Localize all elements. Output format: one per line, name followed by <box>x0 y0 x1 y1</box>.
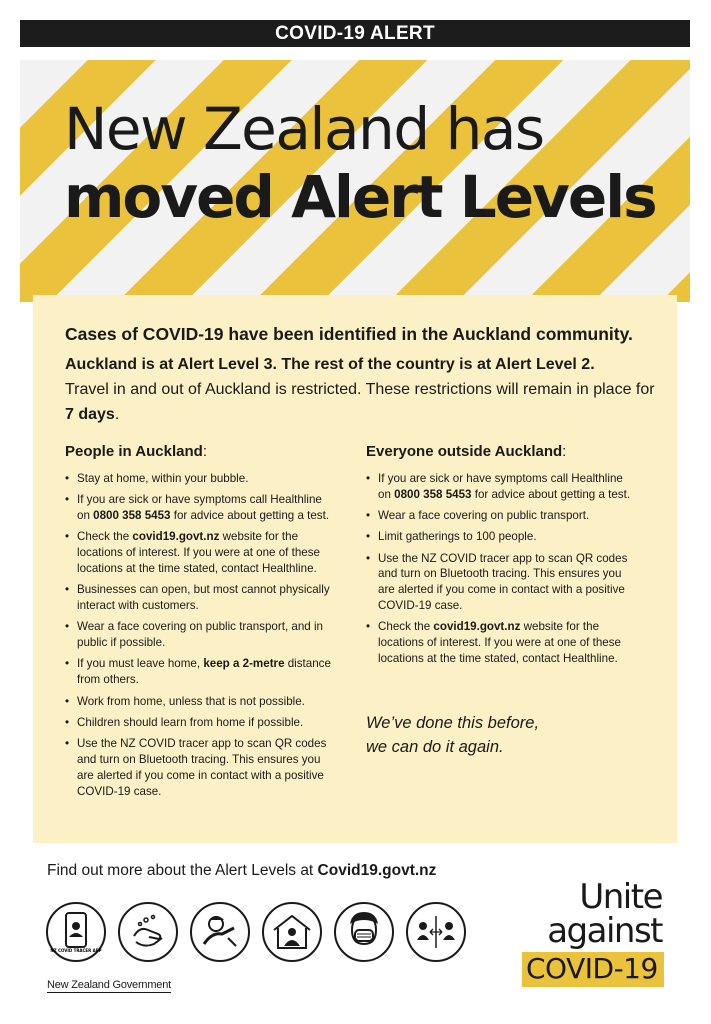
title-line-1: New Zealand has <box>64 95 544 163</box>
hero-banner <box>20 60 690 302</box>
face-covering-icon <box>334 902 394 962</box>
covid-tracer-app-icon <box>46 902 106 962</box>
logo-line-1: Unite <box>579 877 662 917</box>
list-item: • If you are sick or have symptoms call Healthline on 0800 358 5453 for advice about getting a test. <box>65 492 335 524</box>
closing-message <box>366 711 636 759</box>
footer-text <box>47 862 436 880</box>
intro-headline: Cases of COVID-19 have been identified in the Auckland community. <box>65 324 633 344</box>
outside-auckland-list <box>366 471 638 667</box>
travel-restriction-text: Travel in and out of Auckland is restricted. These restrictions will remain in place for <box>65 381 655 398</box>
alert-banner: COVID-19 ALERT <box>20 20 690 47</box>
period: . <box>114 406 120 423</box>
website-link: covid19.govt.nz <box>132 530 220 544</box>
info-panel <box>33 295 677 843</box>
closing-line-1: We’ve done this before, <box>366 714 540 732</box>
list-item: • Check the covid19.govt.nz website for the locations of interest. If you were at one of these locations at the time stated, contact Healthline. <box>366 619 638 666</box>
government-logo: New Zealand Government <box>47 979 171 991</box>
outside-auckland-heading: Everyone outside Auckland: <box>366 443 567 460</box>
stay-home-icon <box>262 902 322 962</box>
cough-into-elbow-icon <box>190 902 250 962</box>
list-item: • Children should learn from home if possible. <box>65 715 335 731</box>
list-item: • If you must leave home, keep a 2-metre distance from others. <box>65 656 335 688</box>
footer-prefix: Find out more about the Alert Levels at <box>47 862 318 879</box>
page-title <box>64 95 656 231</box>
auckland-heading: People in Auckland: <box>65 443 207 460</box>
svg-text:NZ COVID TRACER APP: NZ COVID TRACER APP <box>50 948 102 953</box>
logo-line-2: against <box>547 911 662 951</box>
auckland-heading-text: People in Auckland <box>65 443 203 460</box>
outside-heading-text: Everyone outside Auckland <box>366 443 563 460</box>
website-link: covid19.govt.nz <box>433 620 521 634</box>
list-item: • Use the NZ COVID tracer app to scan QR codes and turn on Bluetooth tracing. This ensures you are alerted if you come in contact with a positive COVID-19 case. <box>65 736 335 799</box>
intro <box>65 322 655 427</box>
list-item: • Businesses can open, but most cannot physically interact with customers. <box>65 582 335 614</box>
intro-body <box>65 352 655 427</box>
duration-text: 7 days <box>65 406 115 423</box>
alert-level-statement: Auckland is at Alert Level 3. The rest of the country is at Alert Level 2. <box>65 356 595 373</box>
icon-row <box>46 902 466 962</box>
outside-auckland-column <box>366 443 638 672</box>
auckland-column <box>65 443 335 805</box>
list-item: • Use the NZ COVID tracer app to scan QR codes and turn on Bluetooth tracing. This ensures you are alerted if you come in contact with a positive COVID-19 case. <box>366 551 638 614</box>
list-item: • If you are sick or have symptoms call Healthline on 0800 358 5453 for advice about getting a test. <box>366 471 638 503</box>
healthline-number: 0800 358 5453 <box>394 487 472 501</box>
list-item: • Stay at home, within your bubble. <box>65 471 335 487</box>
list-item: • Wear a face covering on public transport. <box>366 508 638 524</box>
closing-line-2: we can do it again. <box>366 738 504 756</box>
list-item: • Wear a face covering on public transport, and in public if possible. <box>65 619 335 651</box>
list-item: • Limit gatherings to 100 people. <box>366 529 638 545</box>
auckland-list <box>65 471 335 799</box>
hand-washing-icon <box>118 902 178 962</box>
website-link[interactable]: Covid19.govt.nz <box>317 862 437 879</box>
healthline-number: 0800 358 5453 <box>93 509 171 523</box>
list-item: • Work from home, unless that is not possible. <box>65 694 335 710</box>
unite-against-covid-logo <box>522 877 672 987</box>
physical-distancing-icon <box>406 902 466 962</box>
list-item: • Check the covid19.govt.nz website for the locations of interest. If you were at one of these locations at the time stated, contact Healthline. <box>65 529 335 576</box>
title-line-2: moved Alert Levels <box>64 163 656 231</box>
logo-badge: COVID-19 <box>522 952 664 987</box>
